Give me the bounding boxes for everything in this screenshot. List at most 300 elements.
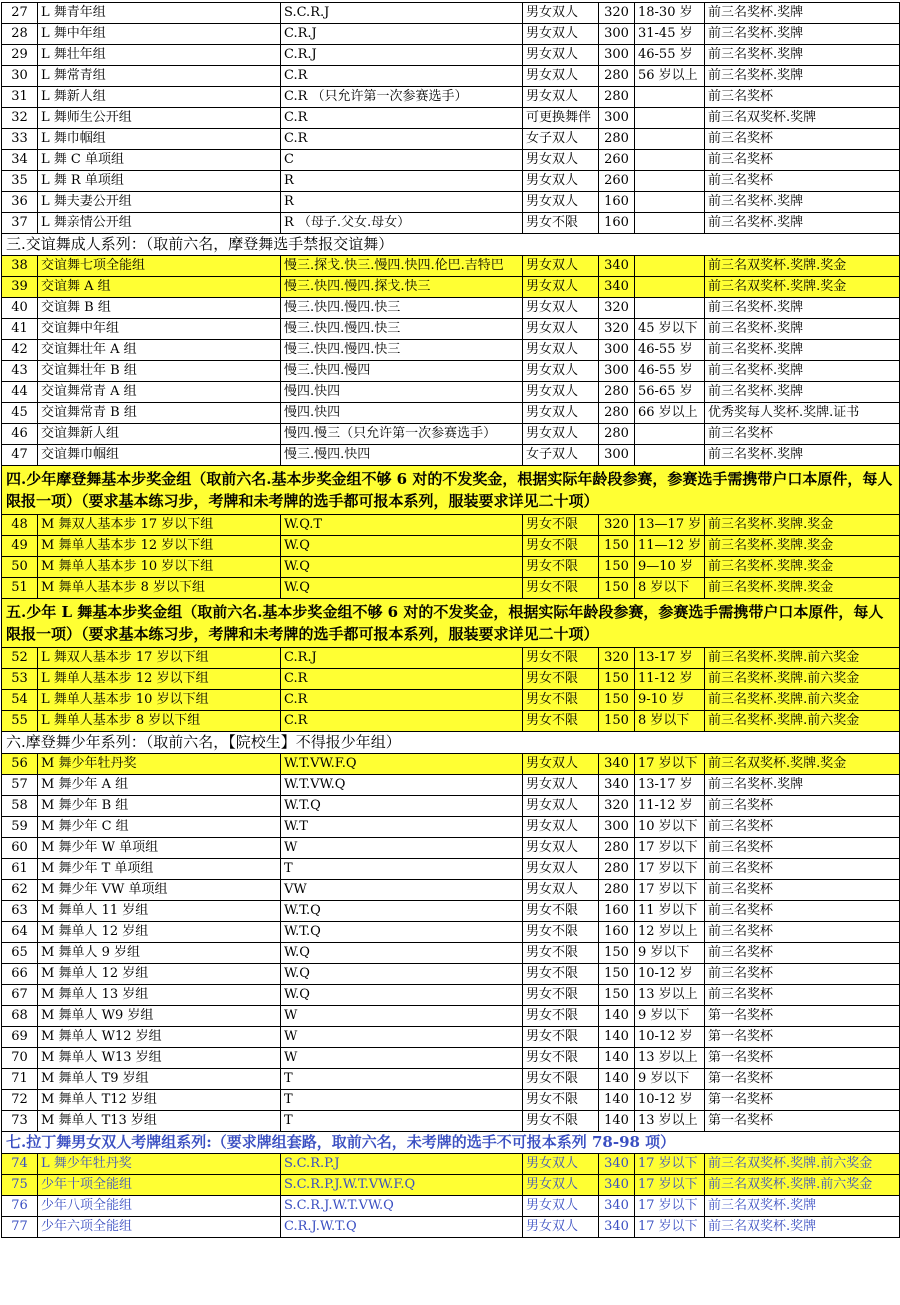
event-row [2,3,900,24]
event-age-range: 17 岁以下 [635,1217,705,1238]
event-age-range: 9 岁以下 [635,1006,705,1027]
event-prize: 前三名奖杯 [705,859,900,880]
event-name: 少年十项全能组 [38,1175,281,1196]
event-name: M 舞单人 T12 岁组 [38,1090,281,1111]
event-dances: S.C.R.J [281,3,523,24]
event-age-range: 11—12 岁 [635,536,705,557]
event-dances: T [281,1111,523,1132]
event-number: 55 [2,711,38,732]
event-name: M 舞单人 T13 岁组 [38,1111,281,1132]
event-dances: S.C.R.P.J [281,1154,523,1175]
event-dances: S.C.R.J.W.T.VW.Q [281,1196,523,1217]
event-fee: 340 [599,1154,635,1175]
event-name: M 舞少年 A 组 [38,775,281,796]
event-fee: 300 [599,817,635,838]
event-row [2,319,900,340]
event-fee: 150 [599,985,635,1006]
event-prize: 前三名双奖杯.奖牌 [705,108,900,129]
event-fee: 320 [599,298,635,319]
event-prize: 前三名奖杯.奖牌.前六奖金 [705,711,900,732]
event-pairing: 男女双人 [523,775,599,796]
event-dances: C.R [281,108,523,129]
section-title: 六.摩登舞少年系列：（取前六名，【院校生】不得报少年组） [2,732,900,754]
event-number: 73 [2,1111,38,1132]
event-fee: 340 [599,754,635,775]
event-dances: R [281,171,523,192]
event-fee: 150 [599,690,635,711]
event-fee: 150 [599,711,635,732]
event-row [2,403,900,424]
event-name: M 舞双人基本步 17 岁以下组 [38,515,281,536]
event-number: 46 [2,424,38,445]
event-row [2,1154,900,1175]
event-dances: 慢四.快四 [281,382,523,403]
event-prize: 前三名奖杯.奖牌 [705,213,900,234]
event-age-range: 9 岁以下 [635,1069,705,1090]
event-name: L 舞常青组 [38,66,281,87]
event-name: L 舞青年组 [38,3,281,24]
event-age-range: 13 岁以上 [635,1111,705,1132]
event-pairing: 男女不限 [523,1090,599,1111]
event-row [2,1090,900,1111]
event-fee: 280 [599,382,635,403]
event-pairing: 男女双人 [523,150,599,171]
event-pairing: 男女不限 [523,578,599,599]
event-age-range [635,256,705,277]
event-age-range: 11 岁以下 [635,901,705,922]
event-number: 42 [2,340,38,361]
event-pairing: 男女双人 [523,838,599,859]
event-dances: W.T.Q [281,922,523,943]
event-dances: T [281,1090,523,1111]
event-name: L 舞亲情公开组 [38,213,281,234]
event-age-range [635,129,705,150]
event-fee: 160 [599,901,635,922]
event-pairing: 男女不限 [523,557,599,578]
event-pairing: 男女双人 [523,1217,599,1238]
event-prize: 前三名奖杯 [705,129,900,150]
event-number: 53 [2,669,38,690]
event-fee: 260 [599,171,635,192]
event-row [2,1048,900,1069]
event-dances: 慢三.快四.慢四.探戈.快三 [281,277,523,298]
event-number: 64 [2,922,38,943]
event-row [2,985,900,1006]
event-name: 交谊舞中年组 [38,319,281,340]
event-pairing: 男女双人 [523,859,599,880]
event-number: 70 [2,1048,38,1069]
event-number: 69 [2,1027,38,1048]
event-row [2,1069,900,1090]
event-fee: 160 [599,213,635,234]
event-name: 交谊舞 A 组 [38,277,281,298]
event-age-range: 17 岁以下 [635,1154,705,1175]
event-age-range: 17 岁以下 [635,880,705,901]
event-name: M 舞单人 13 岁组 [38,985,281,1006]
event-name: M 舞少年 T 单项组 [38,859,281,880]
event-pairing: 男女双人 [523,340,599,361]
event-fee: 140 [599,1027,635,1048]
event-prize: 前三名双奖杯.奖牌.前六奖金 [705,1154,900,1175]
event-prize: 前三名双奖杯.奖牌 [705,1196,900,1217]
event-fee: 340 [599,775,635,796]
event-dances: W [281,838,523,859]
event-age-range: 12 岁以上 [635,922,705,943]
event-prize: 前三名奖杯 [705,424,900,445]
event-number: 33 [2,129,38,150]
event-fee: 340 [599,1175,635,1196]
event-fee: 320 [599,3,635,24]
event-prize: 前三名奖杯.奖牌 [705,361,900,382]
event-row [2,66,900,87]
event-row [2,171,900,192]
event-fee: 140 [599,1069,635,1090]
event-pairing: 男女不限 [523,648,599,669]
event-age-range: 9 岁以下 [635,943,705,964]
event-fee: 340 [599,1196,635,1217]
event-prize: 前三名奖杯 [705,943,900,964]
event-age-range: 11-12 岁 [635,669,705,690]
event-name: M 舞单人 12 岁组 [38,964,281,985]
event-name: L 舞 R 单项组 [38,171,281,192]
event-dances: 慢三.慢四.快四 [281,445,523,466]
event-row [2,964,900,985]
event-number: 32 [2,108,38,129]
event-fee: 300 [599,445,635,466]
event-name: 交谊舞七项全能组 [38,256,281,277]
section-title: 五.少年 L 舞基本步奖金组（取前六名.基本步奖金组不够 6 对的不发奖金，根据实际年龄段参赛，参赛选手需携带户口本原件，每人限报一项）（要求基本练习步，考牌和未考牌的选手都可报本系列，服装要求详见二十项） [2,599,900,648]
event-row [2,129,900,150]
event-dances: 慢三.快四.慢四.快三 [281,340,523,361]
event-age-range [635,150,705,171]
event-row [2,578,900,599]
event-age-range: 17 岁以下 [635,754,705,775]
event-pairing: 女子双人 [523,445,599,466]
event-number: 68 [2,1006,38,1027]
event-name: 少年八项全能组 [38,1196,281,1217]
event-fee: 150 [599,557,635,578]
event-pairing: 男女双人 [523,277,599,298]
event-dances: W.T [281,817,523,838]
event-dances: W.T.Q [281,796,523,817]
event-prize: 前三名奖杯.奖牌 [705,445,900,466]
event-name: L 舞双人基本步 17 岁以下组 [38,648,281,669]
event-dances: T [281,859,523,880]
event-prize: 前三名奖杯.奖牌.奖金 [705,536,900,557]
event-dances: C.R.J.W.T.Q [281,1217,523,1238]
event-row [2,754,900,775]
event-prize: 第一名奖杯 [705,1111,900,1132]
event-dances: C.R.J [281,648,523,669]
event-age-range: 31-45 岁 [635,24,705,45]
event-dances: 慢四.快四 [281,403,523,424]
event-row [2,1196,900,1217]
section-header [2,234,900,256]
event-name: 少年六项全能组 [38,1217,281,1238]
event-fee: 300 [599,108,635,129]
event-row [2,817,900,838]
event-number: 28 [2,24,38,45]
section-header [2,1132,900,1154]
event-pairing: 男女双人 [523,880,599,901]
event-row [2,1111,900,1132]
event-name: M 舞单人 12 岁组 [38,922,281,943]
event-number: 59 [2,817,38,838]
event-age-range: 13 岁以上 [635,985,705,1006]
event-dances: T [281,1069,523,1090]
event-pairing: 男女双人 [523,382,599,403]
event-age-range [635,108,705,129]
event-pairing: 男女不限 [523,1069,599,1090]
event-number: 77 [2,1217,38,1238]
event-fee: 340 [599,1217,635,1238]
event-age-range: 8 岁以下 [635,711,705,732]
event-number: 37 [2,213,38,234]
event-age-range: 10 岁以下 [635,817,705,838]
event-number: 36 [2,192,38,213]
event-pairing: 男女双人 [523,171,599,192]
event-prize: 前三名奖杯 [705,901,900,922]
event-dances: C.R [281,690,523,711]
event-row [2,192,900,213]
event-name: M 舞单人 T9 岁组 [38,1069,281,1090]
event-prize: 第一名奖杯 [705,1090,900,1111]
event-dances: C.R.J [281,45,523,66]
event-pairing: 男女双人 [523,754,599,775]
event-pairing: 男女双人 [523,1196,599,1217]
event-name: 交谊舞常青 A 组 [38,382,281,403]
event-age-range: 11-12 岁 [635,796,705,817]
event-number: 60 [2,838,38,859]
event-row [2,859,900,880]
event-age-range [635,171,705,192]
event-prize: 前三名奖杯 [705,150,900,171]
event-pairing: 男女不限 [523,922,599,943]
event-table [1,2,900,1238]
event-prize: 优秀奖每人奖杯.奖牌.证书 [705,403,900,424]
event-dances: VW [281,880,523,901]
event-fee: 300 [599,24,635,45]
event-age-range [635,277,705,298]
event-number: 27 [2,3,38,24]
event-age-range: 56 岁以上 [635,66,705,87]
event-pairing: 男女不限 [523,985,599,1006]
event-name: M 舞单人基本步 12 岁以下组 [38,536,281,557]
event-row [2,690,900,711]
event-number: 50 [2,557,38,578]
event-pairing: 男女双人 [523,1154,599,1175]
event-number: 61 [2,859,38,880]
event-row [2,24,900,45]
event-row [2,943,900,964]
event-age-range: 17 岁以下 [635,859,705,880]
event-name: L 舞夫妻公开组 [38,192,281,213]
section-title: 四.少年摩登舞基本步奖金组（取前六名.基本步奖金组不够 6 对的不发奖金，根据实际年龄段参赛，参赛选手需携带户口本原件，每人限报一项）（要求基本练习步，考牌和未考牌的选手都可报本系列，服装要求详见二十项） [2,466,900,515]
event-fee: 280 [599,129,635,150]
event-pairing: 女子双人 [523,129,599,150]
event-pairing: 男女双人 [523,3,599,24]
event-age-range: 13 岁以上 [635,1048,705,1069]
event-row [2,1027,900,1048]
event-rows [2,3,900,1238]
event-fee: 280 [599,66,635,87]
event-number: 52 [2,648,38,669]
event-fee: 140 [599,1048,635,1069]
event-pairing: 男女双人 [523,192,599,213]
event-number: 44 [2,382,38,403]
event-age-range: 13-17 岁 [635,648,705,669]
event-fee: 300 [599,340,635,361]
event-prize: 前三名双奖杯.奖牌.奖金 [705,754,900,775]
section-title: 七.拉丁舞男女双人考牌组系列:（要求牌组套路，取前六名，未考牌的选手不可报本系列 78-98 项） [2,1132,900,1154]
event-prize: 前三名奖杯.奖牌.奖金 [705,515,900,536]
section-header [2,732,900,754]
event-name: M 舞单人 11 岁组 [38,901,281,922]
event-fee: 280 [599,859,635,880]
event-age-range: 56-65 岁 [635,382,705,403]
event-name: 交谊舞巾帼组 [38,445,281,466]
event-age-range [635,298,705,319]
event-name: 交谊舞常青 B 组 [38,403,281,424]
event-dances: W.Q [281,985,523,1006]
event-prize: 前三名奖杯 [705,87,900,108]
event-number: 30 [2,66,38,87]
event-age-range: 10-12 岁 [635,1090,705,1111]
event-number: 51 [2,578,38,599]
event-pairing: 男女双人 [523,87,599,108]
event-name: L 舞单人基本步 12 岁以下组 [38,669,281,690]
event-number: 54 [2,690,38,711]
event-pairing: 男女不限 [523,536,599,557]
event-number: 57 [2,775,38,796]
event-prize: 前三名双奖杯.奖牌 [705,1217,900,1238]
event-fee: 300 [599,45,635,66]
event-row [2,557,900,578]
event-name: L 舞师生公开组 [38,108,281,129]
event-prize: 前三名双奖杯.奖牌.奖金 [705,256,900,277]
event-pairing: 男女双人 [523,45,599,66]
event-prize: 前三名奖杯.奖牌 [705,382,900,403]
event-name: 交谊舞壮年 B 组 [38,361,281,382]
event-number: 58 [2,796,38,817]
event-pairing: 男女不限 [523,901,599,922]
event-fee: 320 [599,515,635,536]
event-fee: 140 [599,1111,635,1132]
event-number: 71 [2,1069,38,1090]
event-row [2,256,900,277]
event-dances: C.R （只允许第一次参赛选手） [281,87,523,108]
event-age-range: 9-10 岁 [635,690,705,711]
event-number: 31 [2,87,38,108]
event-dances: W.T.VW.F.Q [281,754,523,775]
event-dances: C.R [281,129,523,150]
event-pairing: 男女双人 [523,361,599,382]
event-fee: 140 [599,1090,635,1111]
event-pairing: 男女不限 [523,943,599,964]
section-header [2,466,900,515]
event-row [2,382,900,403]
event-number: 40 [2,298,38,319]
event-age-range: 13—17 岁 [635,515,705,536]
event-age-range: 46-55 岁 [635,340,705,361]
event-dances: 慢三.快四.慢四 [281,361,523,382]
event-prize: 第一名奖杯 [705,1006,900,1027]
event-fee: 280 [599,87,635,108]
event-dances: W [281,1048,523,1069]
event-fee: 150 [599,536,635,557]
event-dances: R （母子.父女.母女） [281,213,523,234]
event-dances: 慢三.快四.慢四.快三 [281,319,523,340]
event-dances: 慢三.快四.慢四.快三 [281,298,523,319]
event-number: 65 [2,943,38,964]
event-number: 34 [2,150,38,171]
event-row [2,775,900,796]
event-age-range [635,192,705,213]
event-number: 47 [2,445,38,466]
event-prize: 前三名奖杯 [705,838,900,859]
event-name: M 舞单人 W9 岁组 [38,1006,281,1027]
event-name: L 舞少年牡丹奖 [38,1154,281,1175]
event-dances: 慢三.探戈.快三.慢四.快四.伦巴.吉特巴 [281,256,523,277]
event-row [2,150,900,171]
event-prize: 前三名奖杯 [705,171,900,192]
event-prize: 第一名奖杯 [705,1069,900,1090]
event-dances: W.Q [281,578,523,599]
event-fee: 300 [599,361,635,382]
event-name: 交谊舞壮年 A 组 [38,340,281,361]
event-prize: 前三名奖杯 [705,817,900,838]
event-fee: 260 [599,150,635,171]
event-prize: 前三名奖杯 [705,964,900,985]
event-name: M 舞单人 9 岁组 [38,943,281,964]
event-name: M 舞少年 C 组 [38,817,281,838]
event-row [2,922,900,943]
event-dances: 慢四.慢三（只允许第一次参赛选手） [281,424,523,445]
event-fee: 150 [599,669,635,690]
event-name: M 舞少年 B 组 [38,796,281,817]
event-prize: 前三名奖杯.奖牌 [705,24,900,45]
event-age-range: 8 岁以下 [635,578,705,599]
event-prize: 前三名奖杯.奖牌 [705,192,900,213]
event-pairing: 男女不限 [523,1027,599,1048]
event-age-range: 45 岁以下 [635,319,705,340]
event-pairing: 男女不限 [523,213,599,234]
event-fee: 150 [599,943,635,964]
event-prize: 前三名奖杯.奖牌.奖金 [705,578,900,599]
event-number: 41 [2,319,38,340]
event-prize: 前三名奖杯 [705,985,900,1006]
event-dances: W [281,1027,523,1048]
event-row [2,515,900,536]
event-dances: C.R [281,669,523,690]
section-title: 三.交谊舞成人系列：（取前六名，摩登舞选手禁报交谊舞） [2,234,900,256]
event-prize: 前三名奖杯 [705,880,900,901]
event-pairing: 男女双人 [523,817,599,838]
event-number: 56 [2,754,38,775]
event-fee: 320 [599,319,635,340]
event-dances: W.T.Q [281,901,523,922]
event-name: M 舞单人基本步 10 岁以下组 [38,557,281,578]
event-fee: 320 [599,648,635,669]
event-name: M 舞少年牡丹奖 [38,754,281,775]
event-number: 72 [2,1090,38,1111]
event-number: 63 [2,901,38,922]
event-name: L 舞 C 单项组 [38,150,281,171]
event-dances: C.R.J [281,24,523,45]
event-row [2,424,900,445]
event-number: 48 [2,515,38,536]
event-age-range: 13-17 岁 [635,775,705,796]
